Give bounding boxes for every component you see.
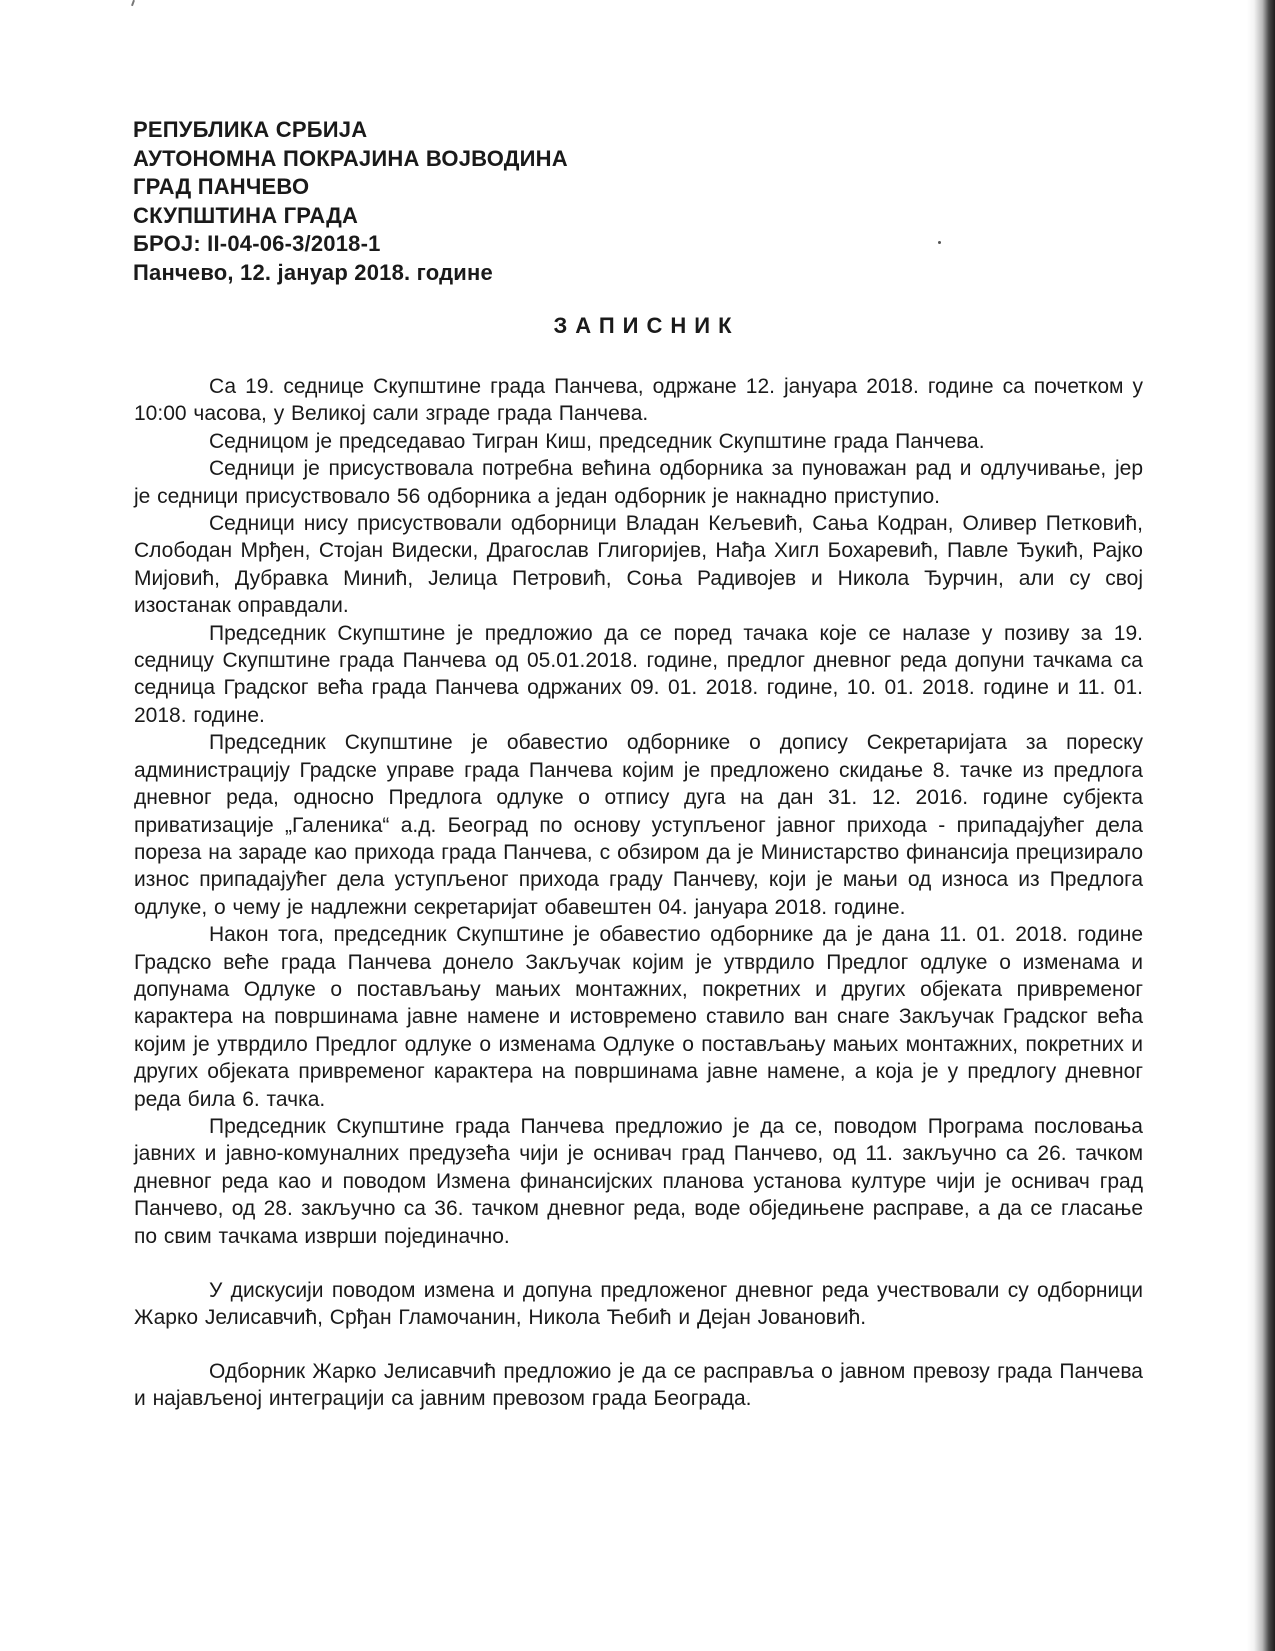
paragraph-session: Са 19. седнице Скупштине града Панчева, одржане 12. јануара 2018. године са почетком у 10:00 часова, у Великој сали зграде града Панчева. <box>134 375 1143 426</box>
paragraph-absent: Седници нису присуствовали одборници Владан Кељевић, Сања Кодран, Оливер Петковић, Слободан Мрђен, Стојан Видески, Драгослав Глигоријев, Нађа Хигл Бохаревић, Павле Ђукић, Рајко Мијовић, Дубравка Минић, Јелица Петровић, Соња Радивојев и Никола Ђурчин, али су свој изостанак оправдали. <box>134 512 1143 618</box>
paragraph-proposal: Одборник Жарко Јелисавчић предложио је да се расправља о јавном превозу града Панчева и најављеној интеграцији са јавним превозом града Београда. <box>134 1359 1143 1411</box>
scan-mark <box>131 0 135 6</box>
header-assembly: СКУПШТИНА ГРАДА <box>133 202 359 228</box>
document-title: ЗАПИСНИК <box>553 313 740 338</box>
paragraph-tax-notice: Председник Скупштине је обавестио одборнике о допису Секретаријата за пореску администрацију Градске управе града Панчева којим је предложено скидање 8. тачке из предлога дневног реда, односно Предлога одлуке о отпису дуга на дан 31. 12. 2016. године субјекта приватизације „Галеника“ а.д. Београд по основу уступљеног јавног прихода - припадајућег дела пореза на зараде као прихода града Панчева, с обзиром да је Министарство финансија прецизирало износ припадајућег дела уступљеног прихода граду Панчеву, који је мањи од износа из Предлога одлуке, о чему је надлежни секретаријат обавештен 04. јануара 2018. године. <box>134 731 1143 919</box>
scan-edge-shadow <box>1247 0 1275 1651</box>
header-date: Панчево, 12. јануар 2018. године <box>133 259 493 285</box>
header-republic: РЕПУБЛИКА СРБИЈА <box>133 117 368 142</box>
header-number: БРОЈ: II-04-06-3/2018-1 <box>133 231 381 256</box>
paragraph-discussion: У дискусији поводом измена и допуна предложеног дневног реда учествовали су одборници Жарко Јелисавчић, Срђан Гламочанин, Никола Ћебић и Дејан Јовановић. <box>134 1279 1143 1330</box>
document-body <box>134 373 1143 1413</box>
paragraph-chair: Седницом је председавао Тигран Киш, председник Скупштине града Панчева. <box>209 429 985 453</box>
header-province: АУТОНОМНА ПОКРАЈИНА ВОЈВОДИНА <box>133 145 568 171</box>
scan-dot <box>938 241 941 244</box>
paragraph-agenda-addition: Председник Скупштине је предложио да се поред тачака које се налазе у позиву за 19. седницу Скупштине града Панчева од 05.01.2018. године, предлог дневног реда допуни тачкама са седница Градског већа града Панчева одржаних 09. 01. 2018. године, 10. 01. 2018. године и 11. 01. 2018. године. <box>134 621 1143 727</box>
header-city: ГРАД ПАНЧЕВО <box>133 174 310 199</box>
document-header <box>133 116 568 287</box>
paragraph-joint-debate: Председник Скупштине града Панчева предложио је да се, поводом Програма пословања јавних и јавно-комуналних предузећа чији је оснивач град Панчево, од 11. закључно са 26. тачком дневног реда као и поводом Измена финансијских планова установа културе чији је оснивач град Панчево, од 28. закључно са 36. тачком дневног реда, воде обједињене расправе, а да се гласање по свим тачкама изврши појединачно. <box>134 1114 1143 1248</box>
paragraph-quorum: Седници је присуствовала потребна већина одборника за пуноважан рад и одлучивање, јер је седници присуствовало 56 одборника а један одборник је накнадно приступио. <box>134 457 1143 508</box>
paragraph-council-conclusion: Након тога, председник Скупштине је обавестио одборнике да је дана 11. 01. 2018. године Градско веће града Панчева донело Закључак којим је утврдило Предлог одлуке о изменама и допунама Одлуке о постављању мањих монтажних, покретних и других објеката привременог карактера на површинама јавне намене и истовремено ставило ван снаге Закључак Градског већа којим је утврдило Предлог одлуке о изменама Одлуке о постављању мањих монтажних, покретних и других објеката привременог карактера на површинама јавне намене, а која је у предлогу дневног реда била 6. тачка. <box>134 923 1143 1111</box>
